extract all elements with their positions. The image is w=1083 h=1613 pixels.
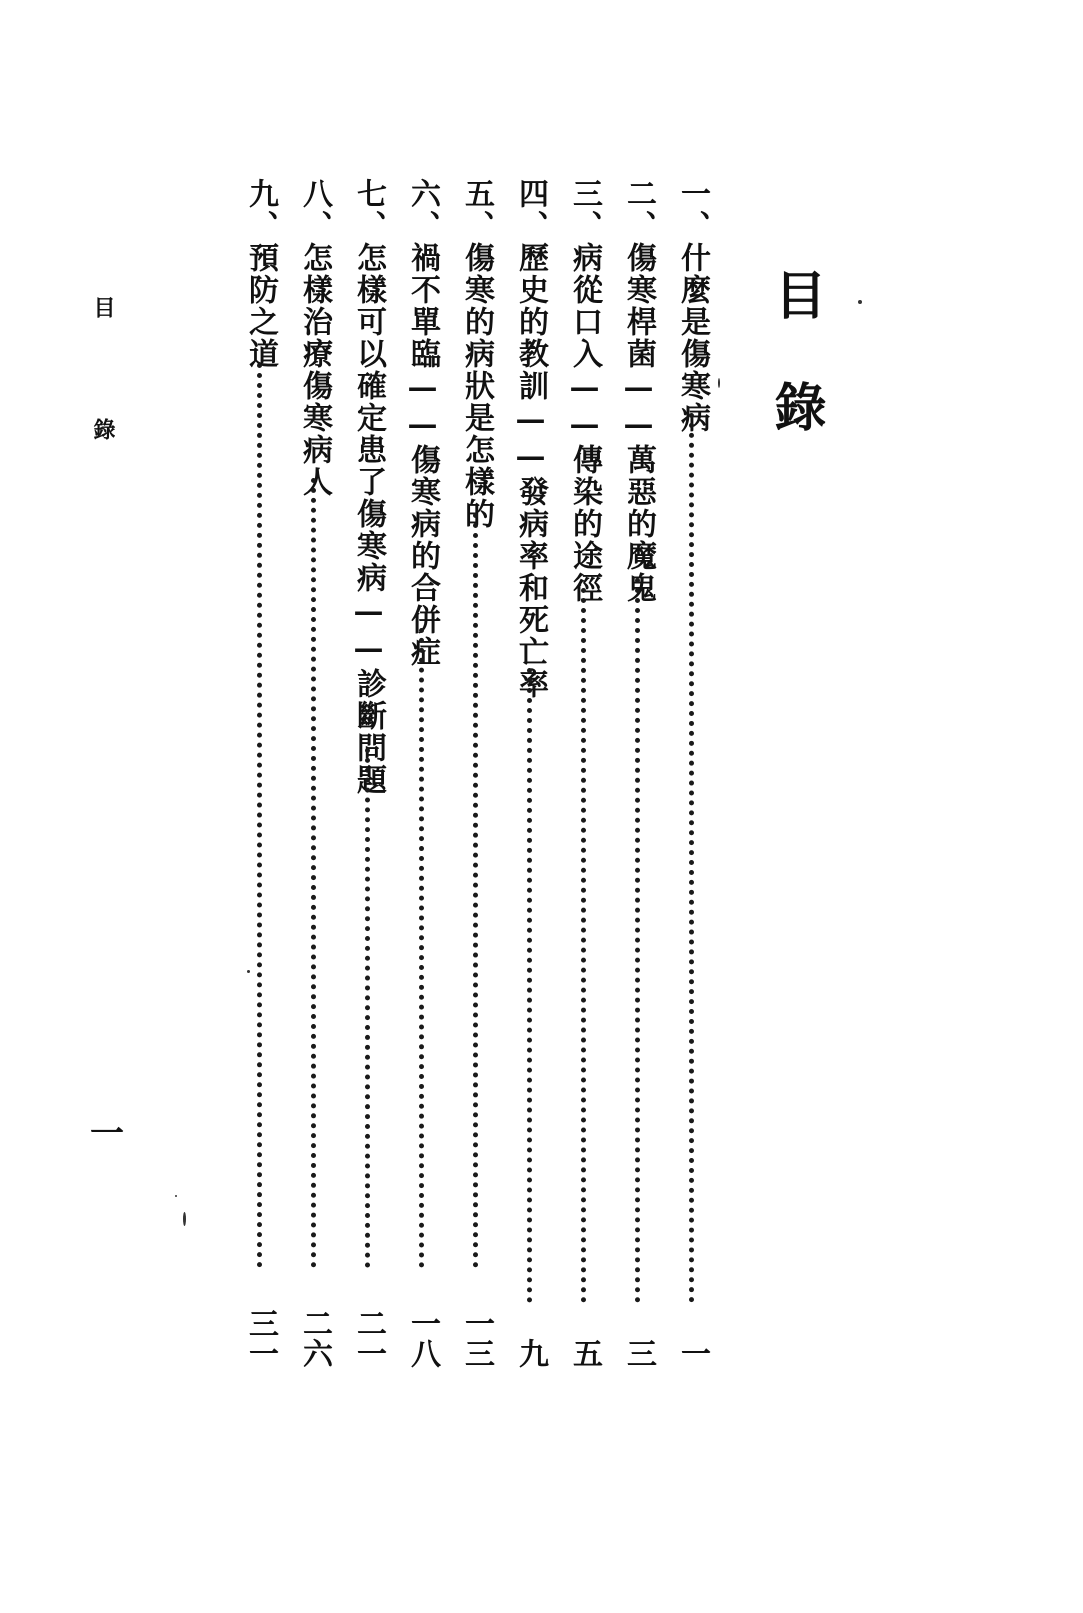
toc-entry-label: 七、怎樣可以確定患了傷寒病——診斷問題 <box>351 178 386 796</box>
toc-entry-4[interactable] <box>510 178 550 1368</box>
toc-entry-label: 一、什麼是傷寒病 <box>675 178 710 434</box>
running-header: 目錄 <box>90 296 116 540</box>
scan-speck <box>175 1195 177 1197</box>
toc-entry-label: 二、傷寒桿菌——萬惡的魔鬼 <box>621 178 656 604</box>
leader-dots <box>473 513 478 1268</box>
toc-entry-page: 二一 <box>351 1308 386 1368</box>
leader-dots <box>527 668 532 1303</box>
toc-entry-6[interactable] <box>402 178 442 1368</box>
toc-entry-8[interactable] <box>294 178 334 1368</box>
toc-entry-label: 三、病從口入——傳染的途徑 <box>567 178 602 604</box>
toc-entry-2[interactable] <box>618 178 658 1368</box>
toc-entry-label: 六、禍不單臨——傷寒病的合併症 <box>405 178 440 668</box>
scan-speck <box>858 300 862 304</box>
toc-entry-page: 三一 <box>243 1308 278 1368</box>
toc-entry-9[interactable] <box>240 178 280 1368</box>
leader-dots <box>365 748 370 1268</box>
leader-dots <box>257 363 262 1268</box>
toc-entry-3[interactable] <box>564 178 604 1368</box>
toc-entry-page: 五 <box>567 1338 602 1368</box>
toc-entry-1[interactable] <box>672 178 712 1368</box>
toc-entry-5[interactable] <box>456 178 496 1368</box>
toc-entry-label: 四、歷史的教訓——發病率和死亡率 <box>513 178 548 700</box>
toc-entry-page: 三 <box>621 1338 656 1368</box>
leader-dots <box>581 588 586 1303</box>
page-title: 目錄 <box>765 268 826 492</box>
toc-entry-label: 九、預防之道 <box>243 178 278 370</box>
toc-entry-label: 八、怎樣治療傷寒病人 <box>297 178 332 498</box>
toc-entry-page: 九 <box>513 1338 548 1368</box>
page-folio: 一 <box>90 1114 124 1154</box>
toc-entry-7[interactable] <box>348 178 388 1368</box>
toc-entry-page: 一三 <box>459 1308 494 1368</box>
toc-entry-page: 二六 <box>297 1308 332 1368</box>
leader-dots <box>311 478 316 1268</box>
leader-dots <box>419 628 424 1268</box>
leader-dots <box>635 578 640 1303</box>
toc-entry-label: 五、傷寒的病狀是怎樣的 <box>459 178 494 530</box>
scan-speck <box>718 378 720 388</box>
toc-entry-page: 一 <box>675 1338 710 1368</box>
leader-dots <box>689 413 694 1303</box>
toc-entry-page: 一八 <box>405 1308 440 1368</box>
scan-speck <box>183 1212 186 1226</box>
scan-speck <box>247 970 250 973</box>
